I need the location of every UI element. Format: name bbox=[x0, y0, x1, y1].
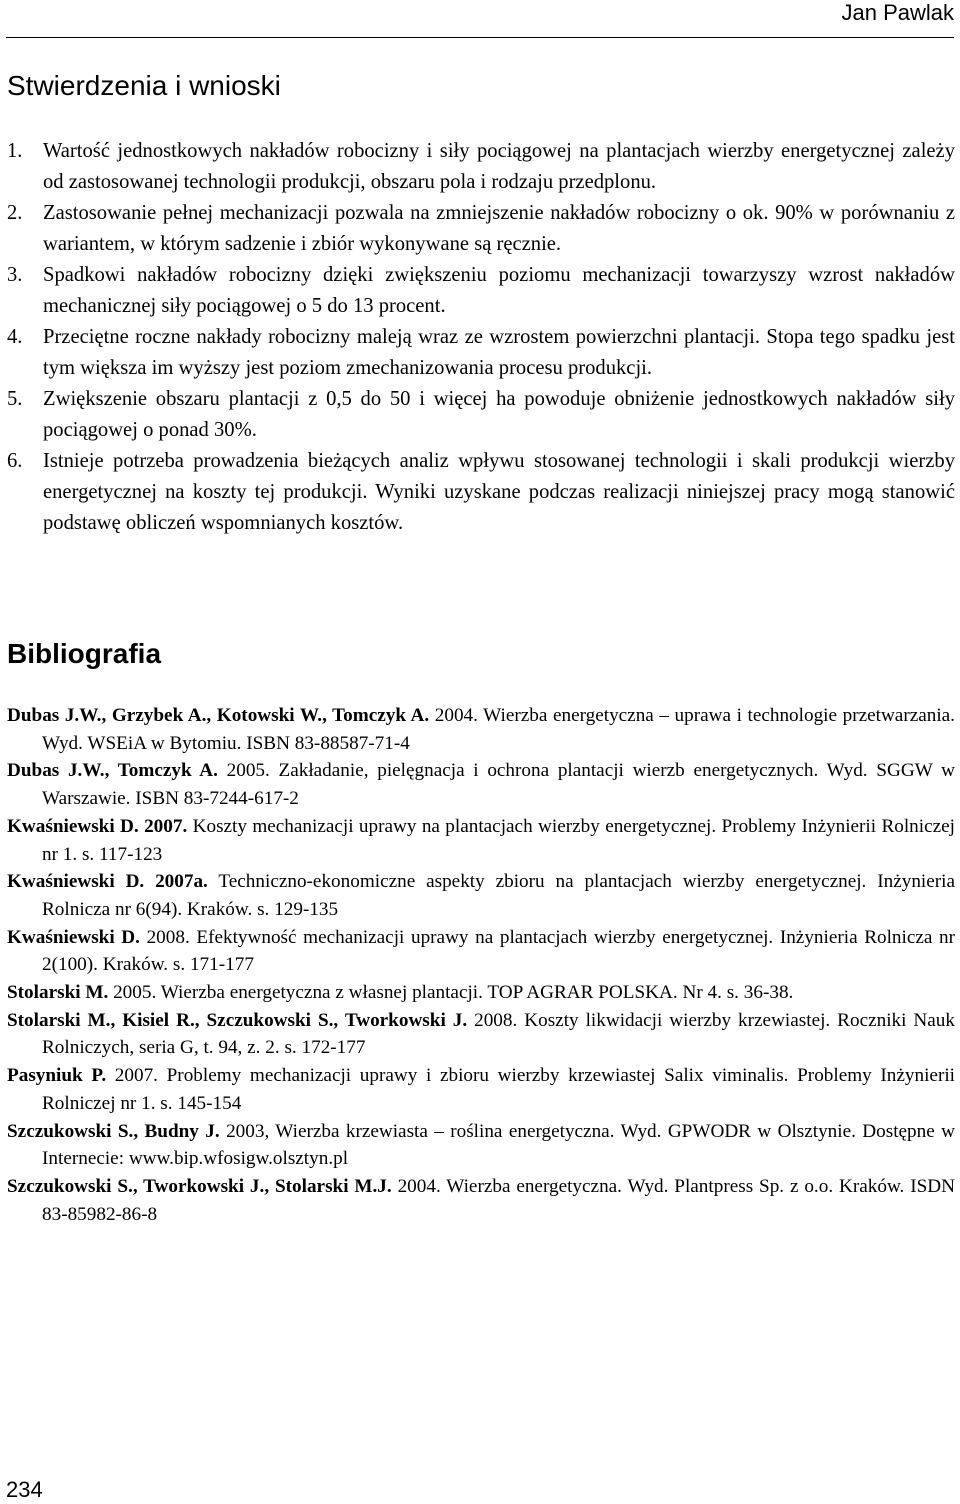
page-number: 234 bbox=[6, 1477, 43, 1502]
bibliography-entry bbox=[7, 1062, 955, 1117]
entry-details: 2005. Wierzba energetyczna z własnej plantacji. TOP AGRAR POLSKA. Nr 4. s. 36-38. bbox=[108, 982, 794, 1004]
entry-authors: Szczukowski S., Tworkowski J., Stolarski M.J. bbox=[7, 1175, 392, 1197]
bibliography-entry bbox=[7, 924, 955, 979]
entry-authors: Kwaśniewski D. 2007. bbox=[7, 815, 188, 837]
item-text: Wartość jednostkowych nakładów robocizny i siły pociągowej na plantacjach wierzby energetycznej zależy od zastosowanej technologii produkcji, obszaru pola i rodzaju przedplonu. bbox=[43, 140, 955, 193]
entry-authors: Pasyniuk P. bbox=[7, 1065, 107, 1087]
conclusion-item bbox=[7, 260, 955, 322]
entry-details: 2008. Koszty likwidacji wierzby krzewiastej. Roczniki Nauk Rolniczych, seria G, t. 94, z. 2. s. 172-177 bbox=[42, 1009, 955, 1059]
entry-details: 2004. Wierzba energetyczna. Wyd. Plantpress Sp. z o.o. Kraków. ISDN 83-85982-86-8 bbox=[42, 1175, 955, 1225]
bibliography-entry bbox=[7, 868, 955, 923]
entry-details: 2007. Problemy mechanizacji uprawy i zbioru wierzby krzewiastej Salix viminalis. Problemy Inżynierii Rolniczej nr 1. s. 145-154 bbox=[42, 1065, 955, 1114]
bibliography-entry bbox=[7, 813, 955, 868]
item-text: Istnieje potrzeba prowadzenia bieżących analiz wpływu stosowanej technologii i skali produkcji wierzby energetycznej na koszty tej produkcji. Wyniki uzyskane podczas realizacji niniejszej pracy mogą stanowić podstawę obliczeń wspomnianych kosztów. bbox=[43, 450, 955, 534]
bibliography-heading: Bibliografia bbox=[7, 638, 162, 669]
entry-authors: Stolarski M., Kisiel R., Szczukowski S., Tworkowski J. bbox=[7, 1009, 468, 1031]
entry-authors: Kwaśniewski D. 2007a. bbox=[7, 871, 208, 893]
item-number: 5. bbox=[7, 388, 23, 410]
conclusions-heading: Stwierdzenia i wnioski bbox=[7, 70, 281, 101]
entry-authors: Stolarski M. bbox=[7, 982, 109, 1004]
entry-details: 2005. Zakładanie, pielęgnacja i ochrona plantacji wierzb energetycznych. Wyd. SGGW w Warszawie. ISBN 83-7244-617-2 bbox=[42, 760, 956, 810]
bibliography-entry bbox=[7, 757, 955, 812]
item-number: 6. bbox=[7, 450, 23, 472]
item-text: Przeciętne roczne nakłady robocizny maleją wraz ze wzrostem powierzchni plantacji. Stopa tego spadku jest tym większa im wyższy jest poziom zmechanizowania procesu produkcji. bbox=[43, 326, 955, 379]
item-number: 4. bbox=[7, 326, 23, 348]
bibliography-entry bbox=[7, 1173, 955, 1228]
entry-details: 2004. Wierzba energetyczna – uprawa i technologie przetwarzania. Wyd. WSEiA w Bytomiu. ISBN 83-88587-71-4 bbox=[42, 705, 955, 754]
header-rule bbox=[6, 37, 954, 38]
entry-details: 2008. Efektywność mechanizacji uprawy na plantacjach wierzby energetycznej. Inżynieria Rolnicza nr 2(100). Kraków. s. 171-177 bbox=[42, 926, 956, 976]
item-number: 2. bbox=[7, 202, 23, 224]
entry-details: Techniczno-ekonomiczne aspekty zbioru na plantacjach wierzby energetycznej. Inżynieria Rolnicza nr 6(94). Kraków. s. 129-135 bbox=[42, 871, 955, 920]
item-number: 1. bbox=[7, 140, 23, 162]
bibliography-entry bbox=[7, 1007, 955, 1062]
conclusion-item bbox=[7, 136, 955, 198]
entry-authors: Szczukowski S., Budny J. bbox=[7, 1120, 220, 1142]
bibliography-entry bbox=[7, 979, 955, 1007]
entry-authors: Kwaśniewski D. bbox=[7, 926, 140, 948]
item-number: 3. bbox=[7, 264, 23, 286]
item-text: Zastosowanie pełnej mechanizacji pozwala na zmniejszenie nakładów robocizny o ok. 90% w porównaniu z wariantem, w którym sadzenie i zbiór wykonywane są ręcznie. bbox=[43, 202, 955, 255]
bibliography-entry bbox=[7, 1118, 955, 1173]
running-header-author: Jan Pawlak bbox=[841, 0, 954, 25]
conclusion-item bbox=[7, 198, 955, 260]
conclusion-item bbox=[7, 322, 955, 384]
conclusion-item bbox=[7, 446, 955, 539]
conclusion-item bbox=[7, 384, 955, 446]
item-text: Spadkowi nakładów robocizny dzięki zwiększeniu poziomu mechanizacji towarzyszy wzrost nakładów mechanicznej siły pociągowej o 5 do 13 procent. bbox=[43, 264, 955, 317]
item-text: Zwiększenie obszaru plantacji z 0,5 do 50 i więcej ha powoduje obniżenie jednostkowych nakładów siły pociągowej o ponad 30%. bbox=[43, 388, 955, 441]
entry-details: 2003, Wierzba krzewiasta – roślina energetyczna. Wyd. GPWODR w Olsztynie. Dostępne w Internecie: www.bip.wfosigw.olsztyn.pl bbox=[42, 1120, 955, 1170]
entry-authors: Dubas J.W., Tomczyk A. bbox=[7, 760, 218, 782]
bibliography-entry bbox=[7, 702, 955, 757]
conclusions-list bbox=[7, 136, 955, 539]
bibliography-list bbox=[7, 702, 955, 1228]
entry-details: Koszty mechanizacji uprawy na plantacjach wierzby energetycznej. Problemy Inżynierii Rolniczej nr 1. s. 117-123 bbox=[42, 815, 955, 865]
entry-authors: Dubas J.W., Grzybek A., Kotowski W., Tomczyk A. bbox=[7, 705, 430, 726]
